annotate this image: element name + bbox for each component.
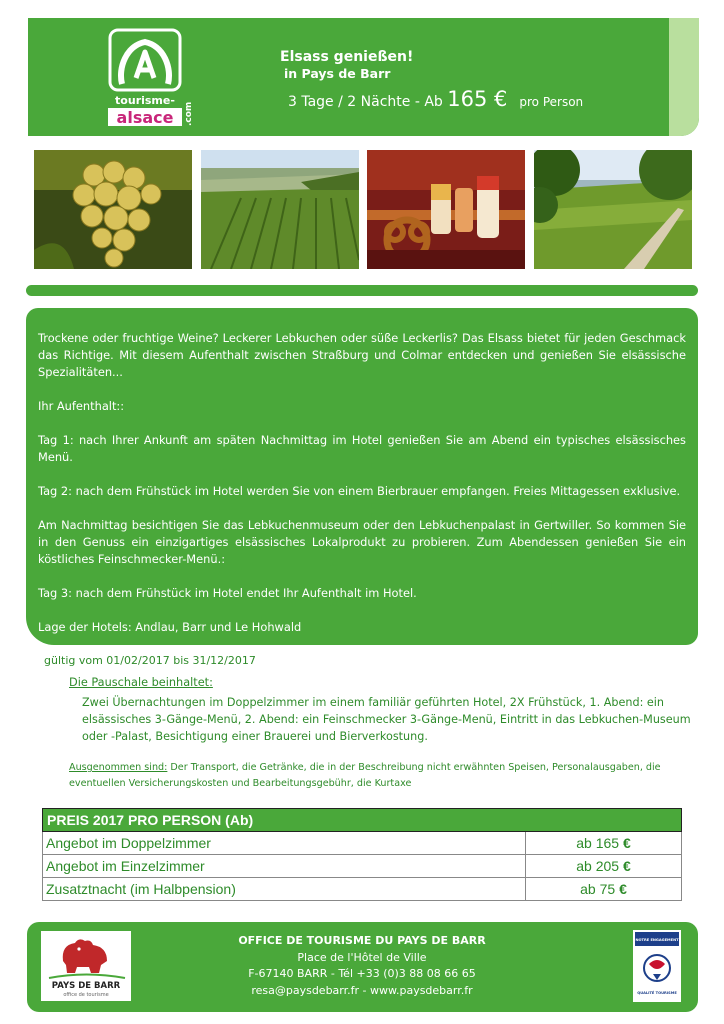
header-banner xyxy=(28,18,699,136)
photo-vineyard-path xyxy=(534,150,692,269)
day-2: Tag 2: nach dem Frühstück im Hotel werden Sie von einem Bierbrauer empfangen. Freies Mittagessen exklusive. xyxy=(38,484,681,498)
photo-vineyard-village xyxy=(201,150,359,269)
quality-top-text: NOTRE ENGAGEMENT xyxy=(635,938,679,942)
row-value xyxy=(526,878,682,901)
logo-text-bottom: alsace xyxy=(116,108,174,127)
hotels: Lage der Hotels: Andlau, Barr und Le Hohwald xyxy=(38,620,302,634)
row-label: Angebot im Doppelzimmer xyxy=(43,832,526,855)
price-suffix: pro Person xyxy=(519,95,584,109)
table-row xyxy=(43,855,682,878)
included-text: Zwei Übernachtungen im Doppelzimmer im einem familiär geführten Hotel, 2X Frühstück, 1. Abend: ein elsässisches 3-Gänge-Menü, 2. Abend: ein Feinschmecker 3-Gänge-Menü, Eintritt in das Lebkuchen-Museum oder -Palast, Besichtigung einer Brauerei und Bierverkostung. xyxy=(82,696,691,743)
footer-org: OFFICE DE TOURISME DU PAYS DE BARR xyxy=(238,934,486,947)
stay-heading: Ihr Aufenthalt:: xyxy=(38,399,125,413)
divider-bar xyxy=(26,285,698,296)
footer xyxy=(27,922,698,1012)
excluded xyxy=(69,760,695,792)
footer-address1: Place de l'Hôtel de Ville xyxy=(297,950,427,964)
row-value-text: ab 205 xyxy=(576,858,623,874)
header-title: Elsass genießen! xyxy=(280,49,414,65)
afternoon: Am Nachmittag besichtigen Sie das Lebkuchenmuseum oder den Lebkuchenpalast in Gertwiller. So kommen Sie in den Genuss ein einzigartiges elsässisches Lokalprodukt zu probieren. Zum Abendessen genießen Sie ein köstliches Feinschmecker-Menü.: xyxy=(38,518,686,566)
table-row xyxy=(43,832,682,855)
included-heading: Die Pauschale beinhaltet: xyxy=(69,676,213,689)
excluded-label: Ausgenommen sind: xyxy=(69,762,168,773)
header-fade xyxy=(669,18,699,136)
excluded-text: Der Transport, die Getränke, die in der Beschreibung nicht erwähnten Speisen, Personalausgaben, die eventuellen Versicherungskosten und Bearbeitungsgebühr, die Kurtaxe xyxy=(69,762,661,789)
photo-pretzel-beer xyxy=(367,150,525,269)
footer-address2: F-67140 BARR - Tél +33 (0)3 88 08 66 65 xyxy=(248,967,476,980)
row-value-text: ab 165 xyxy=(576,835,623,851)
photo-strip xyxy=(34,150,694,269)
logo-text-top: tourisme- xyxy=(115,94,175,107)
price-table xyxy=(42,808,682,901)
footer-contact-line[interactable]: resa@paysdebarr.fr - www.paysdebarr.fr xyxy=(251,983,473,997)
pays-de-barr-logo xyxy=(41,931,131,1001)
row-value xyxy=(526,832,682,855)
footer-left-logo-small: office de tourisme xyxy=(63,992,109,998)
description-box xyxy=(26,308,698,645)
validity: gültig vom 01/02/2017 bis 31/12/2017 xyxy=(44,654,256,667)
footer-left-logo-text: PAYS DE BARR xyxy=(51,981,121,991)
euro-sign: € xyxy=(619,881,627,897)
qualite-tourisme-logo xyxy=(633,930,681,1002)
header-text xyxy=(280,48,583,114)
price-table-header xyxy=(43,809,682,832)
row-value-text: ab 75 xyxy=(580,881,620,897)
logo-text-com: .com xyxy=(184,101,194,126)
quality-bottom-text: QUALITÉ TOURISME xyxy=(637,991,677,995)
price-value: 165 € xyxy=(447,87,508,111)
day-1: Tag 1: nach Ihrer Ankunft am späten Nachmittag im Hotel genießen Sie am Abend ein typisches elsässisches Menü. xyxy=(38,433,686,464)
footer-contact xyxy=(207,933,517,999)
price-prefix: 3 Tage / 2 Nächte - Ab xyxy=(288,94,448,110)
row-label: Zusatztnacht (im Halbpension) xyxy=(43,878,526,901)
header-price xyxy=(288,87,583,114)
day-3: Tag 3: nach dem Frühstück im Hotel endet Ihr Aufenthalt im Hotel. xyxy=(38,586,417,600)
tourisme-alsace-logo xyxy=(108,28,194,128)
row-value xyxy=(526,855,682,878)
table-row xyxy=(43,878,682,901)
row-label: Angebot im Einzelzimmer xyxy=(43,855,526,878)
euro-sign: € xyxy=(622,835,631,851)
euro-sign: € xyxy=(622,858,631,874)
header-subtitle: in Pays de Barr xyxy=(284,66,391,81)
description-intro: Trockene oder fruchtige Weine? Leckerer Lebkuchen oder süße Leckerlis? Das Elsass bietet für jeden Geschmack das Richtige. Mit diesem Aufenthalt zwischen Straßburg und Colmar entdecken und genießen Sie elsässische Spezialitäten... xyxy=(38,331,686,379)
photo-grapes xyxy=(34,150,192,269)
price-table-heading: PREIS 2017 PRO PERSON (Ab) xyxy=(43,809,682,832)
